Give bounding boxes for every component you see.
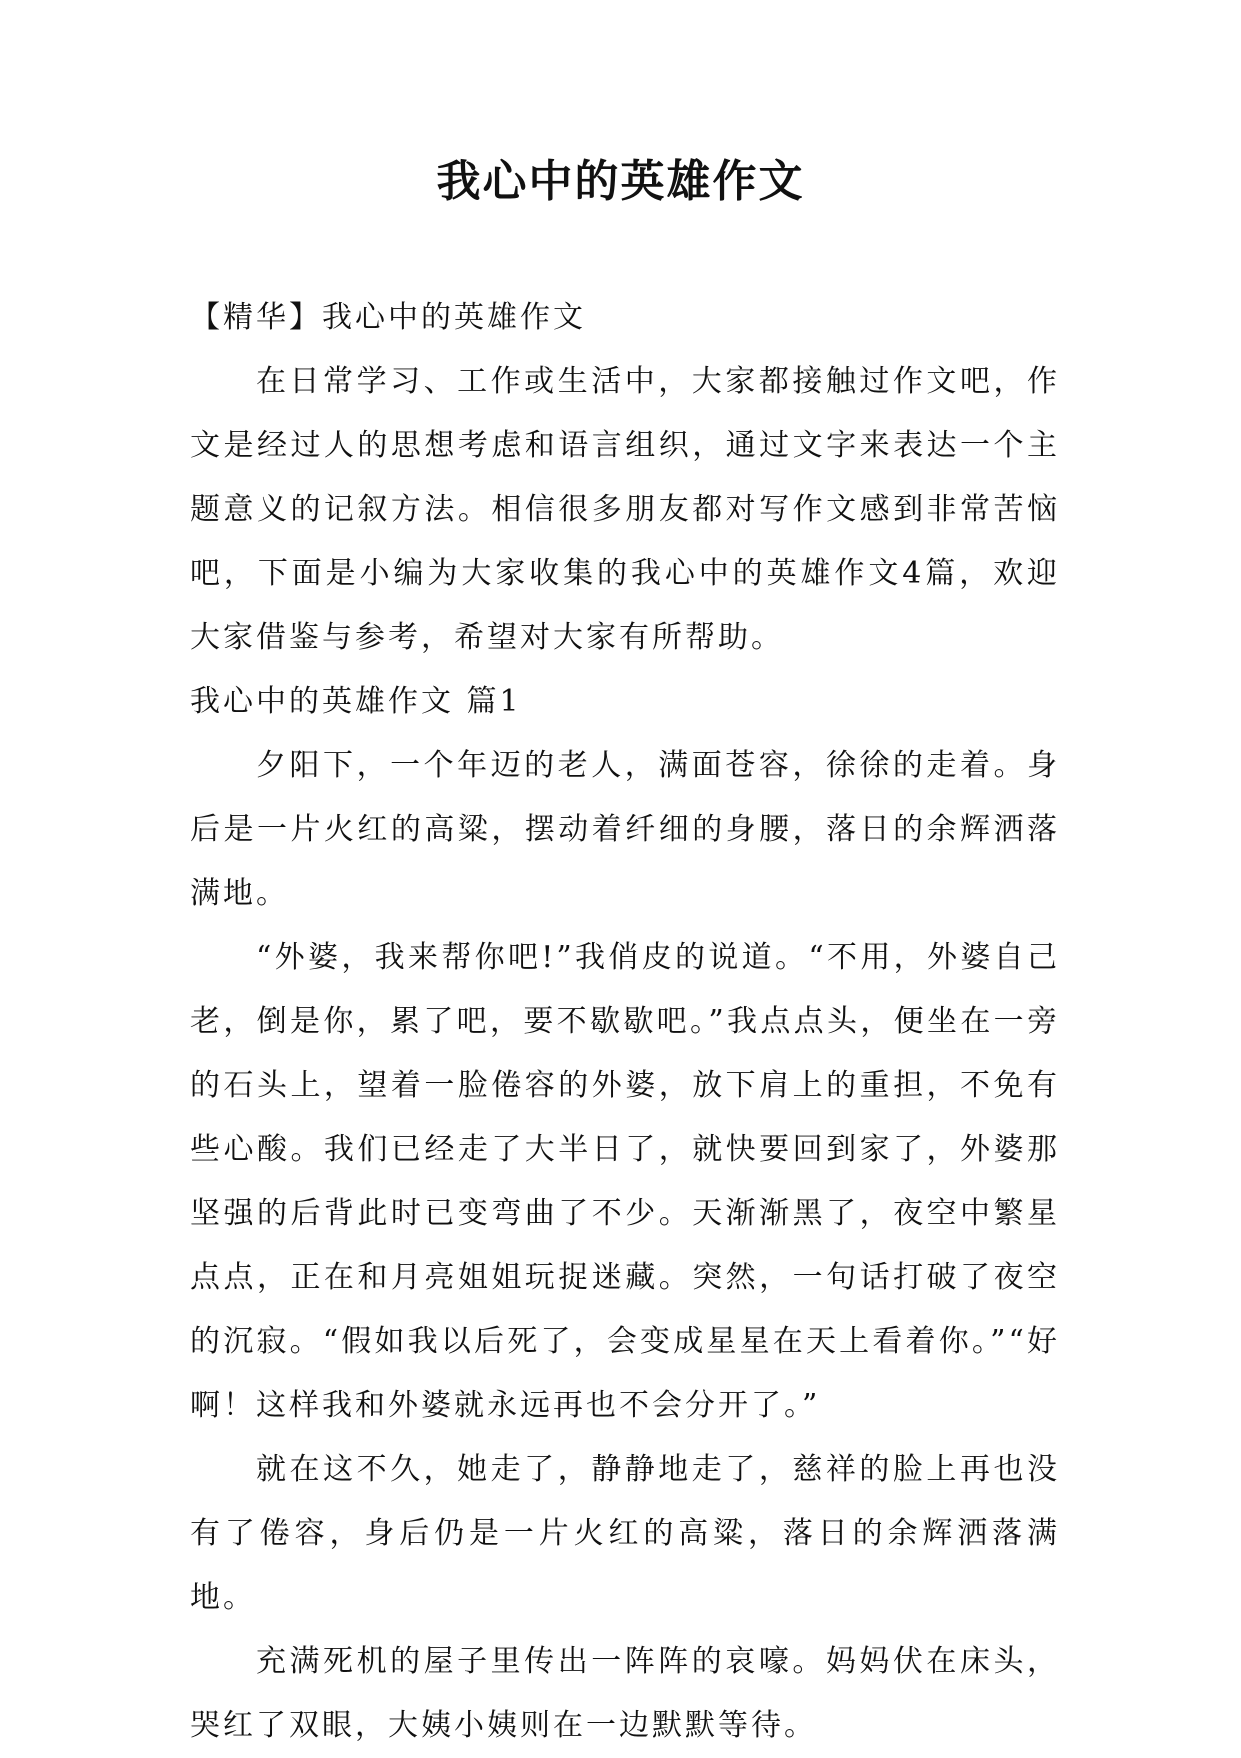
- body-paragraph: 充满死机的屋子里传出一阵阵的哀嚎。妈妈伏在床头，哭红了双眼，大姨小姨则在一边默默等待。: [190, 1644, 1060, 1743]
- body-paragraph: 就在这不久，她走了，静静地走了，慈祥的脸上再也没有了倦容，身后仍是一片火红的高粱，落日的余辉洒落满地。: [190, 1452, 1060, 1615]
- intro-paragraph: 在日常学习、工作或生活中，大家都接触过作文吧，作文是经过人的思想考虑和语言组织，通过文字来表达一个主题意义的记叙方法。相信很多朋友都对写作文感到非常苦恼吧，下面是小编为大家收集的我心中的英雄作文4篇，欢迎大家借鉴与参考，希望对大家有所帮助。: [190, 364, 1060, 655]
- document-title: 我心中的英雄作文: [436, 156, 805, 207]
- intro-heading: 【精华】我心中的英雄作文: [190, 300, 586, 335]
- section-heading: 我心中的英雄作文 篇1: [190, 684, 522, 719]
- document-body: [190, 286, 1060, 1758]
- body-paragraph: “外婆，我来帮你吧!”我俏皮的说道。“不用，外婆自己老，倒是你，累了吧，要不歇歇吧。”我点点头，便坐在一旁的石头上，望着一脸倦容的外婆，放下肩上的重担，不免有些心酸。我们已经走了大半日了，就快要回到家了，外婆那坚强的后背此时已变弯曲了不少。天渐渐黑了，夜空中繁星点点，正在和月亮姐姐玩捉迷藏。突然，一句话打破了夜空的沉寂。“假如我以后死了，会变成星星在天上看着你。”“好啊！这样我和外婆就永远再也不会分开了。”: [190, 940, 1060, 1423]
- body-paragraph: 夕阳下，一个年迈的老人，满面苍容，徐徐的走着。身后是一片火红的高粱，摆动着纤细的身腰，落日的余辉洒落满地。: [190, 748, 1060, 911]
